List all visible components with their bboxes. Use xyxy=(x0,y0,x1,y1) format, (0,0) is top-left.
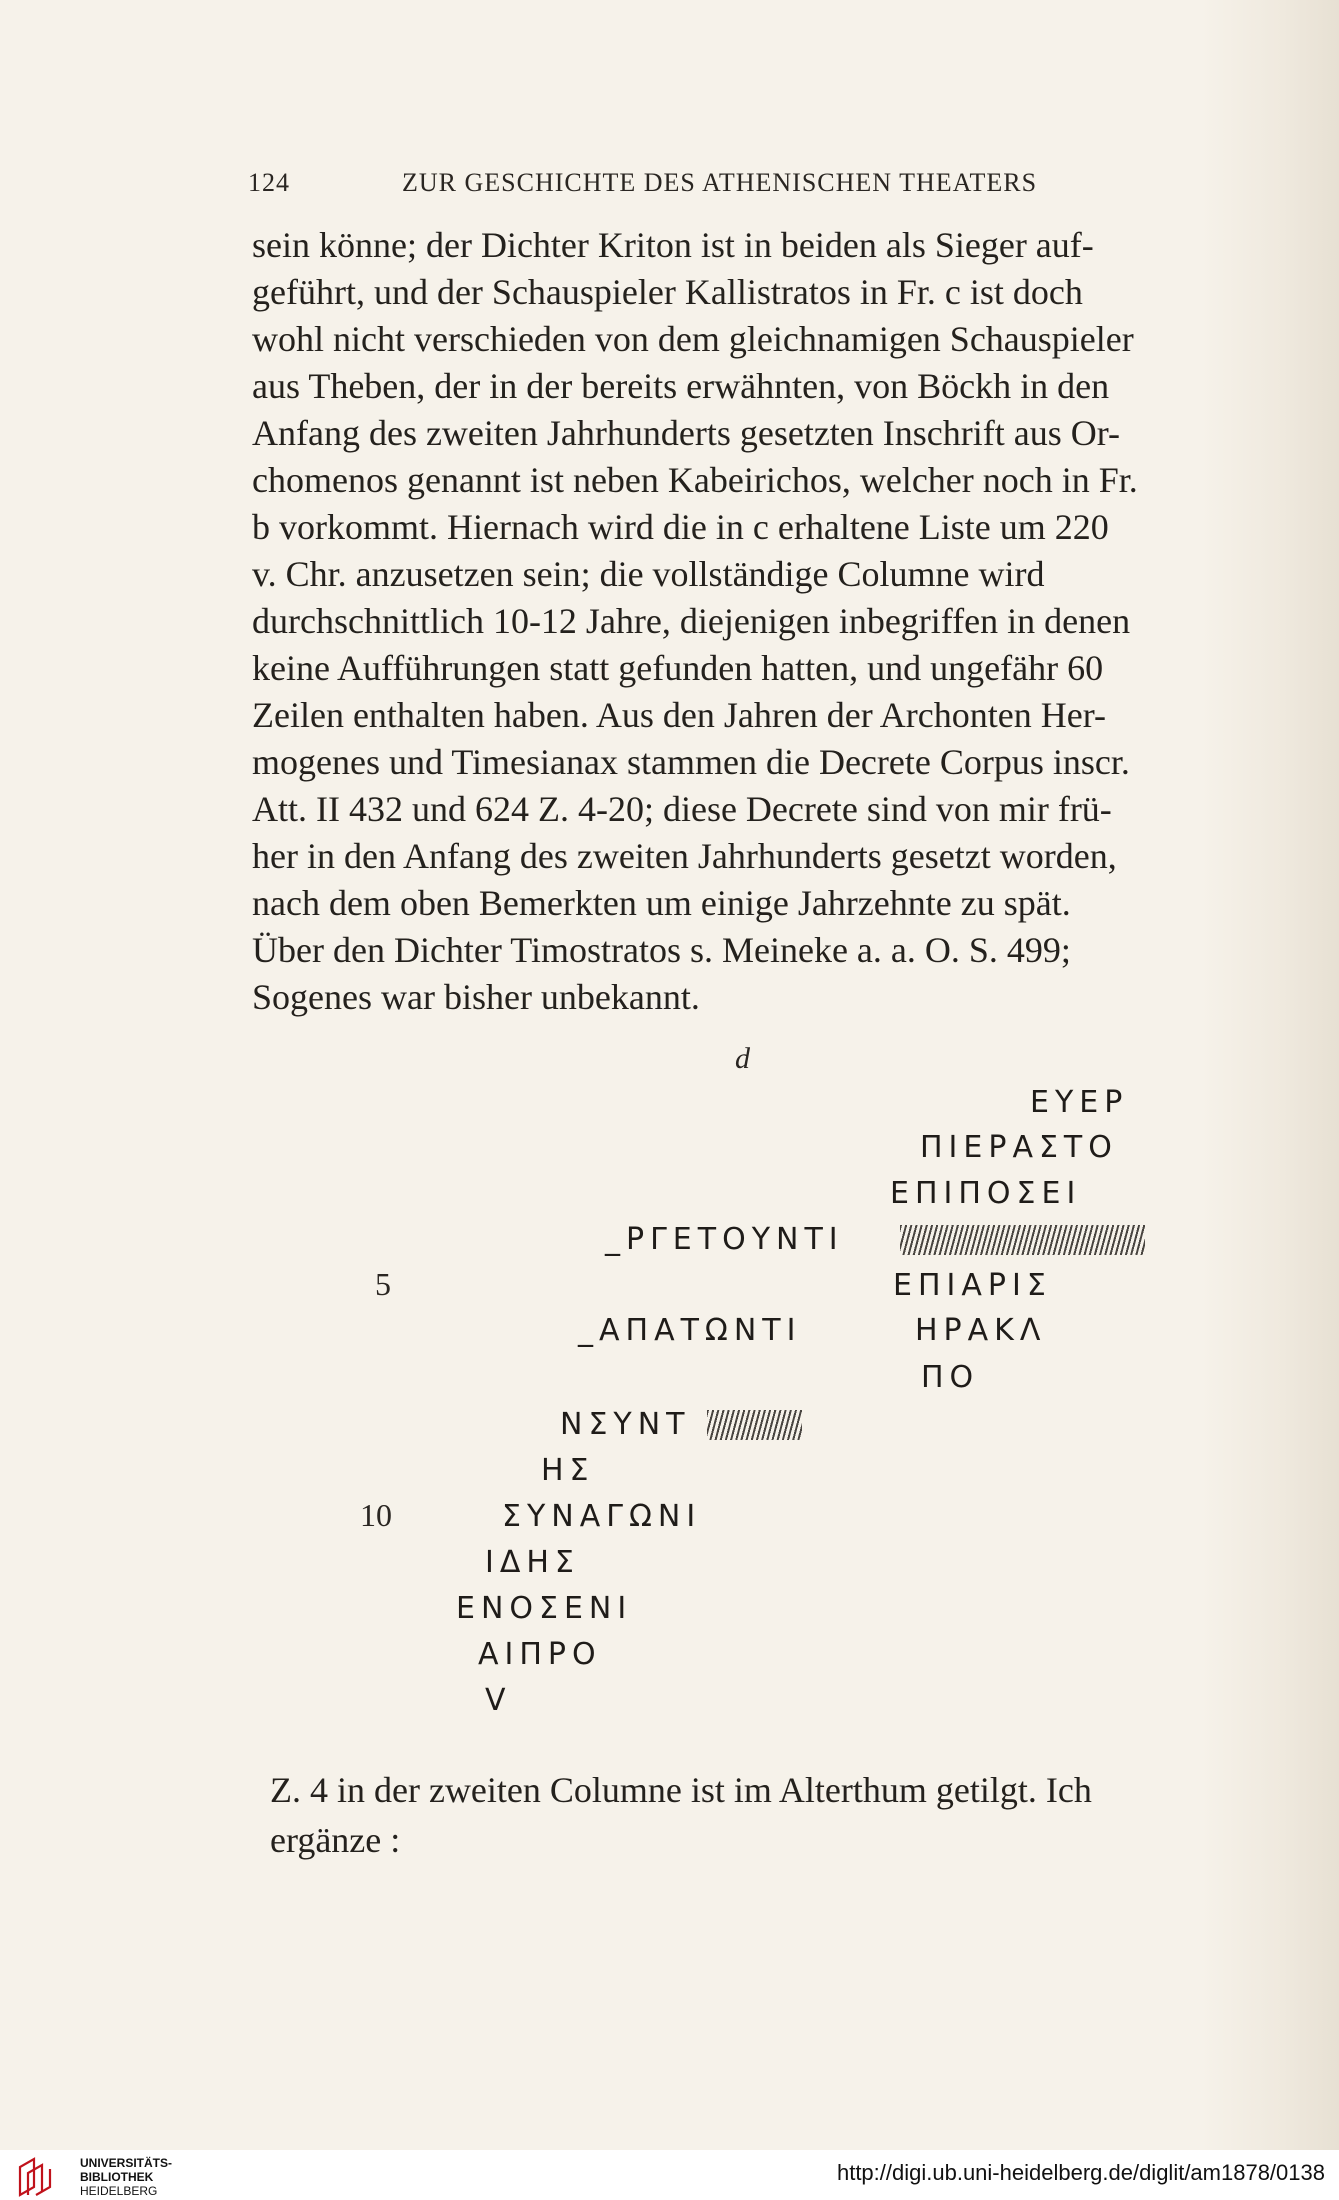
inscription-line: ΗΣ xyxy=(541,1453,595,1488)
text-line: b vorkommt. Hiernach wird die in c erhaltene Liste um 220 xyxy=(252,507,1109,547)
running-header xyxy=(248,168,1068,208)
text-line: durchschnittlich 10-12 Jahre, diejenigen inbegriffen in denen xyxy=(252,601,1131,641)
library-name-line: BIBLIOTHEK xyxy=(80,2170,154,2184)
inscription-line: _ΡΓΕΤΟΥΝΤΙ xyxy=(605,1222,844,1257)
closing-paragraph xyxy=(270,1765,1230,1865)
inscription-line: ΕΝΟΣΕΝΙ xyxy=(456,1591,633,1626)
line-number: 10 xyxy=(360,1497,392,1533)
library-name-line: HEIDELBERG xyxy=(80,2184,158,2198)
fragment-marker: d xyxy=(735,1042,750,1075)
text-line: geführt, und der Schauspieler Kallistratos in Fr. c ist doch xyxy=(252,272,1083,312)
inscription-line: ΠΙΕΡΑΣΤΟ xyxy=(920,1130,1118,1165)
library-logo-icon xyxy=(16,2155,68,2197)
inscription-line: ΙΔΗΣ xyxy=(485,1545,580,1580)
library-name-line: UNIVERSITÄTS- xyxy=(80,2156,173,2170)
line-number: 5 xyxy=(375,1266,391,1302)
text-line: chomenos genannt ist neben Kabeirichos, welcher noch in Fr. xyxy=(252,460,1138,500)
inscription-line: V xyxy=(485,1683,512,1718)
inscription-line: _ΑΠΑΤΩΝΤΙ xyxy=(578,1313,802,1348)
text-line: Z. 4 in der zweiten Columne ist im Alterthum getilgt. Ich xyxy=(270,1770,1092,1810)
text-line: nach dem oben Bemerkten um einige Jahrzehnte zu spät. xyxy=(252,883,1071,923)
erasure-hatching xyxy=(900,1225,1145,1255)
page-number: 124 xyxy=(248,168,290,197)
inscription-line: ΕΠΙΑΡΙΣ xyxy=(893,1268,1052,1303)
inscription-line: ΣΥΝΑΓΩΝΙ xyxy=(502,1499,702,1534)
text-line: sein könne; der Dichter Kriton ist in beiden als Sieger auf- xyxy=(252,225,1094,265)
inscription-line: ΕΥΕΡ xyxy=(1030,1085,1129,1120)
text-line: Anfang des zweiten Jahrhunderts gesetzten Inschrift aus Or- xyxy=(252,413,1120,453)
inscription-line: ΠΟ xyxy=(921,1360,980,1395)
text-line: Über den Dichter Timostratos s. Meineke a. a. O. S. 499; xyxy=(252,930,1071,970)
text-line: aus Theben, der in der bereits erwähnten, von Böckh in den xyxy=(252,366,1110,406)
text-line: ergänze : xyxy=(270,1820,401,1860)
inscription-line: ΑΙΠΡΟ xyxy=(478,1637,602,1672)
text-line: Sogenes war bisher unbekannt. xyxy=(252,977,700,1017)
text-line: Att. II 432 und 624 Z. 4-20; diese Decrete sind von mir frü- xyxy=(252,789,1112,829)
running-title: ZUR GESCHICHTE DES ATHENISCHEN THEATERS xyxy=(402,168,1038,197)
inscription-line: ΗΡΑΚΛ xyxy=(915,1313,1047,1348)
library-name xyxy=(80,2156,172,2198)
inscription-line: ΝΣΥΝΤ xyxy=(560,1407,691,1442)
body-paragraph xyxy=(252,222,1212,1021)
text-line: v. Chr. anzusetzen sein; die vollständige Columne wird xyxy=(252,554,1045,594)
text-line: mogenes und Timesianax stammen die Decrete Corpus inscr. xyxy=(252,742,1130,782)
erasure-hatching xyxy=(707,1410,802,1440)
text-line: keine Aufführungen statt gefunden hatten, und ungefähr 60 xyxy=(252,648,1104,688)
text-line: Zeilen enthalten haben. Aus den Jahren der Archonten Her- xyxy=(252,695,1106,735)
text-line: wohl nicht verschieden von dem gleichnamigen Schauspieler xyxy=(252,319,1134,359)
source-url[interactable]: http://digi.ub.uni-heidelberg.de/diglit/am1878/0138 xyxy=(836,2160,1325,2185)
inscription-line: ΕΠΙΠΟΣΕΙ xyxy=(890,1176,1082,1211)
text-line: her in den Anfang des zweiten Jahrhunderts gesetzt worden, xyxy=(252,836,1117,876)
